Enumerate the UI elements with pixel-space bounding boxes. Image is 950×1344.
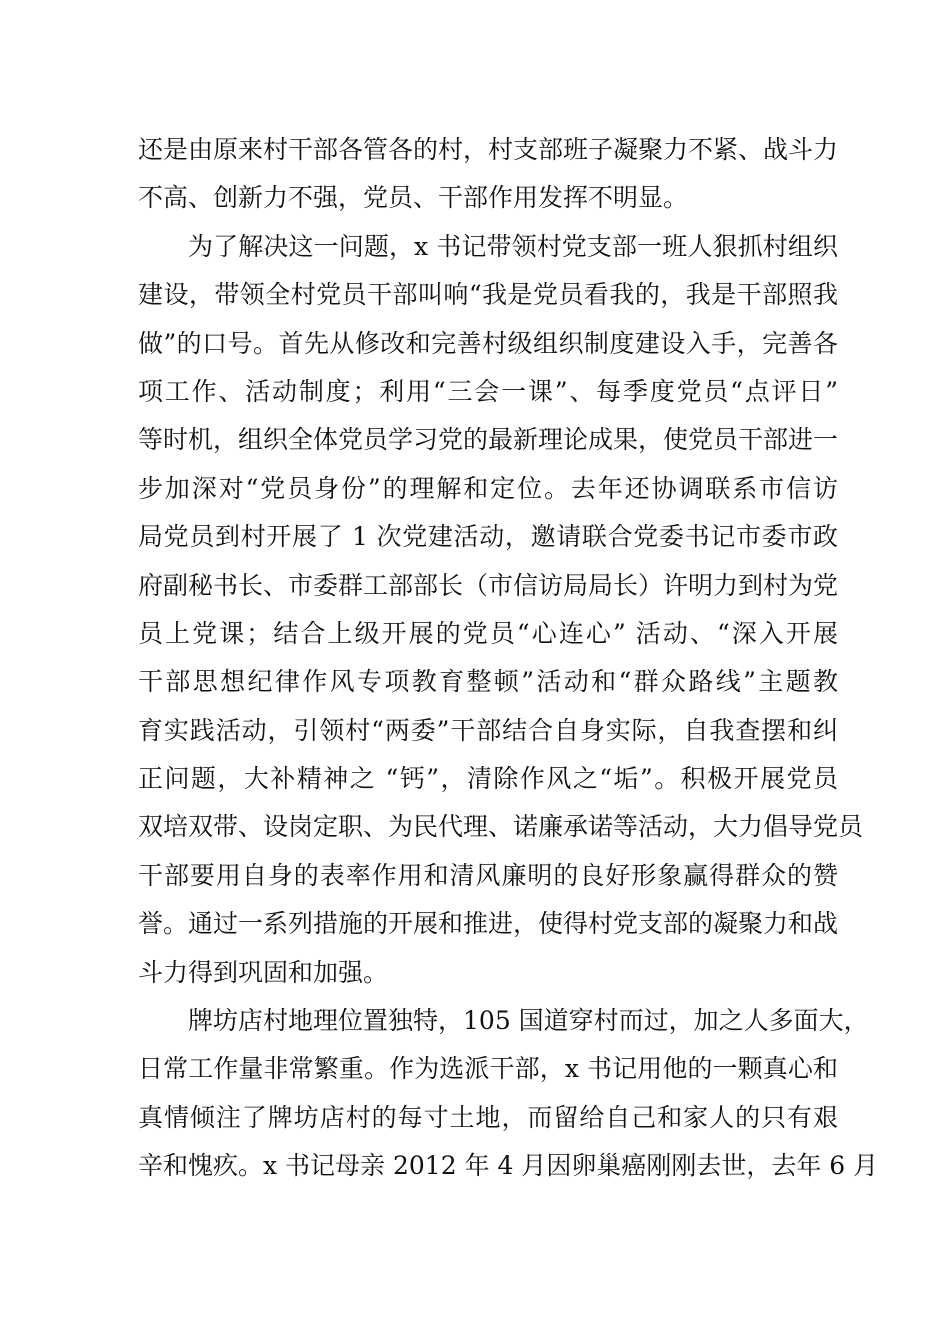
text-line: 育实践活动，引领村“两委”干部结合自身实际，自我查摆和纠 xyxy=(138,715,838,745)
text-line: 不高、创新力不强，党员、干部作用发挥不明显。 xyxy=(138,183,689,213)
text-line: 双培双带、设岗定职、为民代理、诺廉承诺等活动，大力倡导党员 xyxy=(138,812,864,842)
text-line: 等时机，组织全体党员学习党的最新理论成果，使党员干部进一 xyxy=(138,425,839,455)
text-line: 还是由原来村干部各管各的村，村支部班子凝聚力不紧、战斗力 xyxy=(138,135,839,164)
text-line: 局党员到村开展了 1 次党建活动，邀请联合党委书记市委市政 xyxy=(138,522,838,552)
text-line: 做”的口号。首先从修改和完善村级组织制度建设入手，完善各 xyxy=(138,328,838,358)
document-body xyxy=(138,126,879,1191)
text-line: 项工作、活动制度；利用“三会一课”、每季度党员“点评日” xyxy=(138,376,838,406)
text-line: 干部思想纪律作风专项教育整顿”活动和“群众路线”主题教 xyxy=(138,667,838,697)
text-line: 誉。通过一系列措施的开展和推进，使得村党支部的凝聚力和战 xyxy=(138,909,839,939)
text-line: 员上党课；结合上级开展的党员“心连心” 活动、“深入开展 xyxy=(138,618,838,648)
text-line: 日常工作量非常繁重。作为选派干部，x 书记用他的一颗真心和 xyxy=(138,1054,838,1084)
text-line: 牌坊店村地理位置独特，105 国道穿村而过，加之人多面大， xyxy=(188,1006,869,1036)
text-line: 步加深对“党员身份”的理解和定位。去年还协调联系市信访 xyxy=(138,473,838,503)
text-line: 正问题，大补精神之 “钙”，清除作风之“垢”。积极开展党员 xyxy=(138,764,838,794)
text-line: 辛和愧疚。x 书记母亲 2012 年 4 月因卵巢癌刚刚去世，去年 6 月 xyxy=(138,1151,879,1181)
text-line: 建设，带领全村党员干部叫响“我是党员看我的，我是干部照我 xyxy=(138,280,838,310)
text-line: 为了解决这一问题，x 书记带领村党支部一班人狠抓村组织 xyxy=(188,231,838,261)
text-line: 斗力得到巩固和加强。 xyxy=(138,957,389,987)
text-line: 府副秘书长、市委群工部部长（市信访局局长）许明力到村为党 xyxy=(138,570,839,600)
text-line: 真情倾注了牌坊店村的每寸土地，而留给自己和家人的只有艰 xyxy=(138,1102,838,1132)
text-line: 干部要用自身的表率作用和清风廉明的良好形象赢得群众的赞 xyxy=(138,860,838,890)
